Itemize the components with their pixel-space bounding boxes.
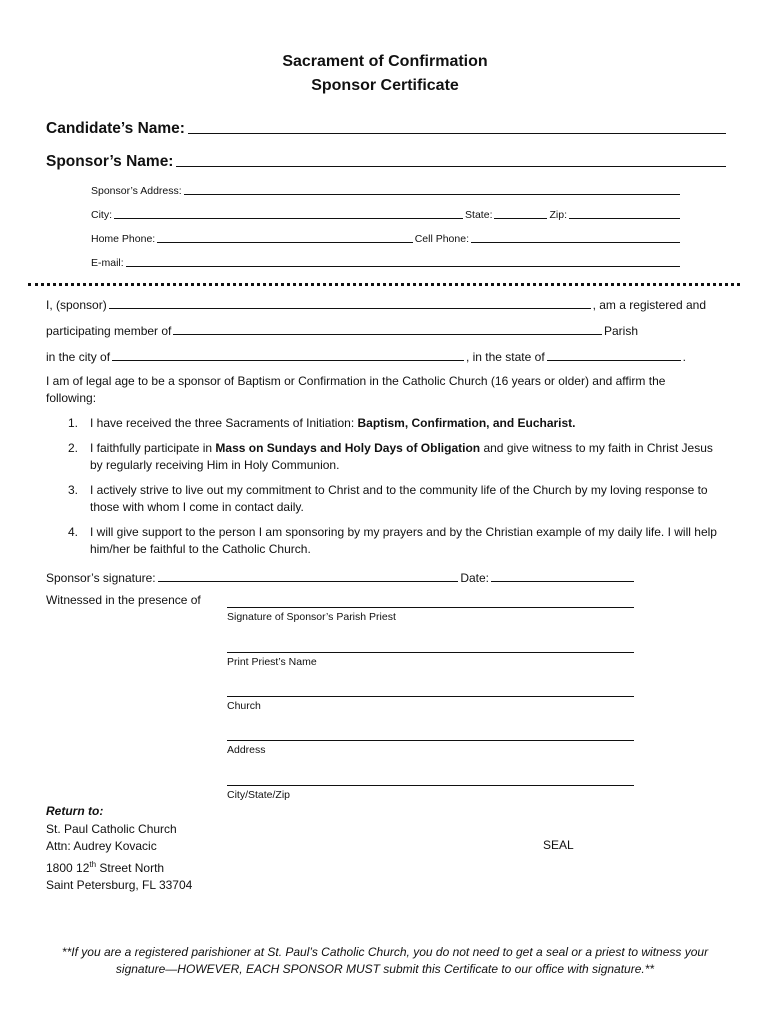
church-label: Church — [227, 700, 261, 712]
affirmation-text-part: I have received the three Sacraments of Initiation: — [90, 416, 358, 430]
cell-phone-line[interactable] — [471, 242, 680, 243]
return-line-street — [46, 856, 192, 878]
affirmation-bold-part: Mass on Sundays and Holy Days of Obligation — [215, 441, 481, 455]
email-label: E-mail: — [91, 257, 124, 269]
city-label: City: — [91, 209, 112, 221]
return-address — [46, 803, 192, 895]
candidate-name-field[interactable] — [46, 116, 726, 138]
church-line[interactable] — [227, 696, 634, 697]
city-line[interactable] — [114, 218, 463, 219]
affirmation-text: I will give support to the person I am sponsoring by my prayers and by the Christian example of my daily life. I will help him/her be faithful to the Catholic Church. — [90, 525, 717, 556]
sponsor-address-field[interactable] — [91, 181, 680, 197]
sponsor-name-label: Sponsor’s Name: — [46, 153, 174, 170]
form-title: Sacrament of Confirmation — [282, 53, 488, 70]
seal-label: SEAL — [543, 838, 574, 852]
affirm-paragraph: I am of legal age to be a sponsor of Baptism or Confirmation in the Catholic Church (16 years or older) and affirm the following: — [46, 374, 666, 405]
witnessed-label: Witnessed in the presence of — [46, 593, 201, 607]
street-number: 1800 12 — [46, 860, 90, 875]
return-heading: Return to: — [46, 804, 104, 818]
affirmation-text-part: and give witness to my faith in Christ Jesus by regularly receiving Him in Holy Communion. — [90, 441, 713, 472]
state-label: State: — [465, 209, 493, 221]
priest-signature-label: Signature of Sponsor’s Parish Priest — [227, 611, 396, 623]
affirmation-item — [68, 524, 718, 558]
declare-city-line[interactable] — [112, 360, 464, 361]
declare-state-line[interactable] — [547, 360, 681, 361]
city-state-zip-label: City/State/Zip — [227, 789, 291, 801]
affirmation-number: 3. — [68, 483, 79, 497]
affirmation-bold-part: Baptism, Confirmation, and Eucharist. — [357, 416, 576, 430]
affirmation-number: 2. — [68, 441, 79, 455]
sponsor-name-line[interactable] — [176, 166, 726, 167]
date-line[interactable] — [491, 581, 634, 582]
declaration-line-2 — [46, 320, 638, 338]
form-subtitle: Sponsor Certificate — [311, 77, 459, 94]
home-phone-line[interactable] — [157, 242, 412, 243]
member-of-label: participating member of — [46, 324, 172, 338]
priest-name-label: Print Priest’s Name — [227, 656, 317, 668]
affirmation-text-part: I faithfully participate in — [90, 441, 216, 455]
sponsor-signature-label: Sponsor’s signature: — [46, 571, 156, 585]
affirmation-number: 4. — [68, 525, 79, 539]
sponsor-declare-line[interactable] — [109, 308, 591, 309]
candidate-name-label: Candidate’s Name: — [46, 120, 185, 137]
affirmation-text — [90, 415, 576, 432]
email-line[interactable] — [126, 266, 680, 267]
affirmation-item — [68, 415, 718, 432]
email-field[interactable] — [91, 253, 680, 269]
zip-label: Zip: — [549, 209, 567, 221]
parish-line[interactable] — [173, 334, 602, 335]
return-line-church: St. Paul Catholic Church — [46, 821, 177, 836]
phone-row — [91, 229, 680, 245]
declaration-line-1 — [46, 294, 706, 312]
period: . — [682, 350, 686, 364]
priest-name-line[interactable] — [227, 652, 634, 653]
return-line-city: Saint Petersburg, FL 33704 — [46, 878, 193, 892]
city-of-label: in the city of — [46, 350, 111, 364]
sponsor-name-field[interactable] — [46, 149, 726, 171]
affirmation-item — [68, 482, 718, 516]
street-ordinal: th — [89, 859, 97, 869]
address-line[interactable] — [227, 740, 634, 741]
sponsor-declare-label: I, (sponsor) — [46, 298, 107, 312]
affirmation-number: 1. — [68, 416, 79, 430]
city-state-zip-row — [91, 205, 680, 221]
footnote: **If you are a registered parishioner at St. Paul’s Catholic Church, you do not need to get a seal or a priest to witness your signature—HOWEVER, EACH SPONSOR MUST submit this Certificate to our office with signature.** — [61, 945, 709, 976]
affirmation-item — [68, 440, 718, 474]
affirmation-list — [68, 415, 718, 558]
sponsor-address-label: Sponsor’s Address: — [91, 185, 182, 197]
street-name: Street North — [96, 860, 165, 875]
sponsor-signature-row — [46, 567, 634, 585]
candidate-name-line[interactable] — [188, 133, 726, 134]
date-label: Date: — [460, 571, 489, 585]
sponsor-address-line[interactable] — [184, 194, 680, 195]
cell-phone-label: Cell Phone: — [414, 233, 469, 245]
dotted-divider — [28, 283, 740, 286]
return-line-attn: Attn: Audrey Kovacic — [46, 839, 157, 853]
address-label: Address — [227, 744, 266, 756]
parish-label: Parish — [603, 324, 638, 338]
state-line[interactable] — [494, 218, 547, 219]
city-state-zip-line[interactable] — [227, 785, 634, 786]
home-phone-label: Home Phone: — [91, 233, 156, 245]
priest-signature-line[interactable] — [227, 607, 634, 608]
affirmation-text — [90, 440, 718, 474]
registered-label: , am a registered and — [592, 298, 706, 312]
sponsor-signature-line[interactable] — [158, 581, 459, 582]
zip-line[interactable] — [569, 218, 680, 219]
state-of-label: , in the state of — [465, 350, 545, 364]
affirmation-text: I actively strive to live out my commitment to Christ and to the community life of the Church by my loving response to those with whom I come in contact daily. — [90, 483, 708, 514]
declaration-line-3 — [46, 346, 686, 364]
